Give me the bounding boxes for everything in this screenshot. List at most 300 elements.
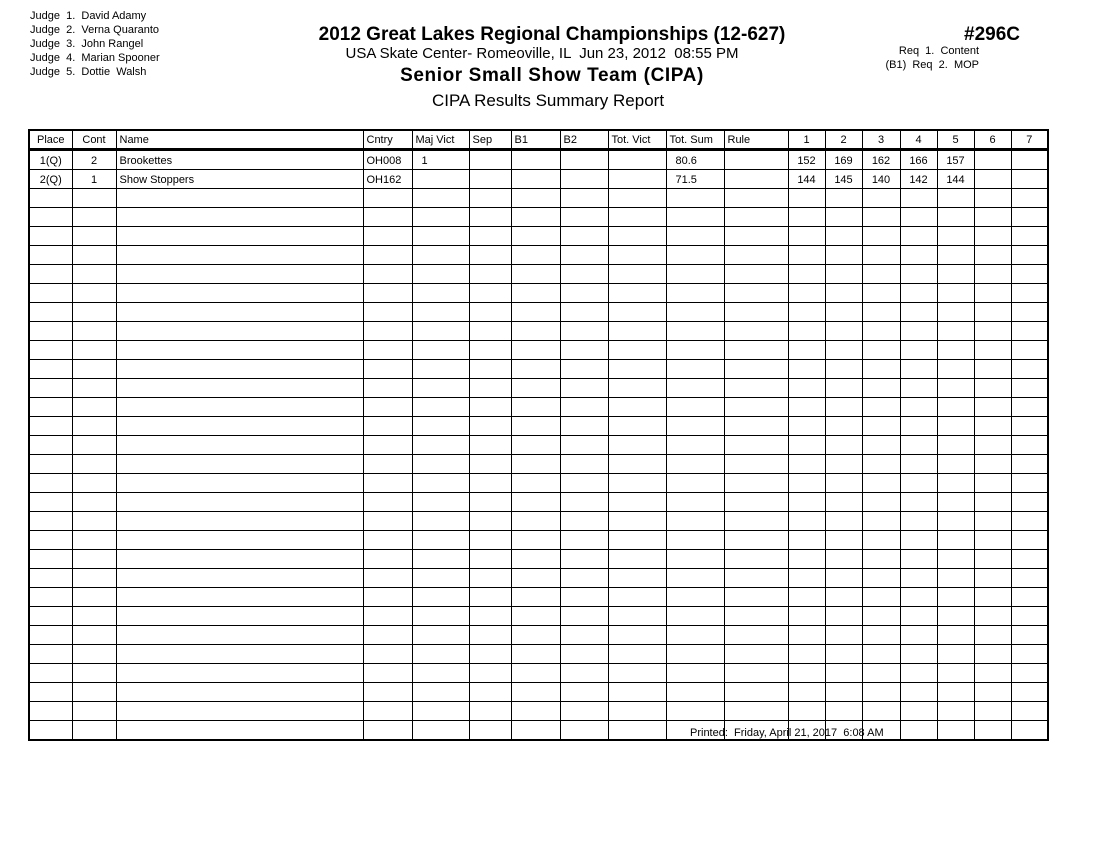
empty-cell: [825, 455, 862, 474]
empty-cell: [469, 493, 511, 512]
empty-cell: [560, 702, 608, 721]
empty-cell: [724, 683, 788, 702]
empty-cell: [560, 379, 608, 398]
empty-table-row: [29, 474, 1048, 493]
empty-cell: [363, 512, 412, 531]
empty-cell: [72, 550, 116, 569]
empty-cell: [72, 626, 116, 645]
empty-cell: [788, 436, 825, 455]
empty-cell: [363, 341, 412, 360]
empty-cell: [724, 626, 788, 645]
empty-cell: [937, 322, 974, 341]
empty-cell: [511, 664, 560, 683]
judge-1: Judge 1. David Adamy: [30, 10, 147, 22]
empty-cell: [29, 436, 72, 455]
empty-cell: [937, 398, 974, 417]
empty-cell: [666, 550, 724, 569]
empty-cell: [724, 436, 788, 455]
empty-cell: [724, 246, 788, 265]
empty-cell: [900, 417, 937, 436]
empty-cell: [363, 322, 412, 341]
empty-cell: [974, 645, 1011, 664]
empty-cell: [900, 398, 937, 417]
empty-cell: [469, 341, 511, 360]
column-header-place: Place: [29, 130, 72, 150]
empty-cell: [937, 512, 974, 531]
cell-maj-vict: 1: [412, 150, 469, 170]
empty-cell: [788, 398, 825, 417]
empty-cell: [825, 436, 862, 455]
empty-cell: [560, 455, 608, 474]
empty-cell: [788, 550, 825, 569]
empty-cell: [900, 588, 937, 607]
empty-cell: [666, 417, 724, 436]
empty-cell: [788, 455, 825, 474]
empty-cell: [862, 683, 900, 702]
empty-cell: [788, 531, 825, 550]
column-header-cntry: Cntry: [363, 130, 412, 150]
empty-cell: [825, 664, 862, 683]
empty-cell: [608, 284, 666, 303]
empty-cell: [29, 664, 72, 683]
empty-cell: [511, 512, 560, 531]
empty-cell: [363, 569, 412, 588]
empty-cell: [900, 474, 937, 493]
empty-cell: [900, 322, 937, 341]
cell-name: Brookettes: [116, 150, 363, 170]
empty-cell: [825, 265, 862, 284]
empty-cell: [900, 683, 937, 702]
empty-cell: [937, 607, 974, 626]
empty-cell: [900, 436, 937, 455]
empty-cell: [724, 664, 788, 683]
empty-cell: [29, 227, 72, 246]
empty-cell: [825, 322, 862, 341]
empty-cell: [825, 398, 862, 417]
empty-cell: [412, 417, 469, 436]
empty-cell: [469, 379, 511, 398]
empty-cell: [469, 455, 511, 474]
empty-cell: [788, 417, 825, 436]
empty-cell: [363, 417, 412, 436]
empty-cell: [862, 303, 900, 322]
empty-cell: [116, 645, 363, 664]
column-header-sep: Sep: [469, 130, 511, 150]
empty-cell: [666, 702, 724, 721]
empty-cell: [72, 683, 116, 702]
empty-cell: [1011, 626, 1048, 645]
empty-cell: [1011, 531, 1048, 550]
empty-cell: [608, 360, 666, 379]
empty-cell: [72, 379, 116, 398]
empty-cell: [937, 436, 974, 455]
empty-cell: [1011, 645, 1048, 664]
empty-cell: [974, 569, 1011, 588]
empty-cell: [862, 645, 900, 664]
empty-cell: [412, 721, 469, 741]
empty-cell: [608, 322, 666, 341]
empty-cell: [363, 474, 412, 493]
empty-cell: [412, 360, 469, 379]
empty-cell: [666, 531, 724, 550]
empty-cell: [788, 664, 825, 683]
empty-cell: [412, 531, 469, 550]
empty-cell: [608, 607, 666, 626]
table-row: [29, 150, 1048, 170]
empty-cell: [900, 189, 937, 208]
empty-cell: [560, 341, 608, 360]
empty-cell: [560, 531, 608, 550]
empty-cell: [511, 493, 560, 512]
cell-6: [974, 150, 1011, 170]
empty-cell: [608, 208, 666, 227]
empty-cell: [1011, 322, 1048, 341]
empty-cell: [788, 474, 825, 493]
empty-cell: [29, 683, 72, 702]
empty-cell: [72, 531, 116, 550]
empty-cell: [825, 303, 862, 322]
empty-cell: [412, 265, 469, 284]
empty-cell: [900, 246, 937, 265]
empty-cell: [862, 436, 900, 455]
empty-cell: [608, 702, 666, 721]
empty-table-row: [29, 607, 1048, 626]
empty-cell: [363, 303, 412, 322]
column-header-1: 1: [788, 130, 825, 150]
empty-cell: [560, 588, 608, 607]
empty-cell: [72, 246, 116, 265]
empty-cell: [1011, 417, 1048, 436]
empty-cell: [29, 493, 72, 512]
cell-rule: [724, 150, 788, 170]
empty-cell: [788, 512, 825, 531]
empty-table-row: [29, 626, 1048, 645]
cell-place: 1(Q): [29, 150, 72, 170]
empty-cell: [72, 474, 116, 493]
empty-cell: [72, 702, 116, 721]
empty-table-row: [29, 702, 1048, 721]
empty-cell: [412, 246, 469, 265]
empty-cell: [116, 664, 363, 683]
table-row: [29, 170, 1048, 189]
cell-sep: [469, 150, 511, 170]
empty-cell: [666, 607, 724, 626]
empty-cell: [29, 246, 72, 265]
empty-cell: [412, 455, 469, 474]
empty-cell: [724, 531, 788, 550]
empty-cell: [72, 721, 116, 741]
empty-cell: [974, 322, 1011, 341]
column-header-2: 2: [825, 130, 862, 150]
empty-cell: [937, 189, 974, 208]
empty-cell: [469, 303, 511, 322]
empty-cell: [72, 189, 116, 208]
empty-cell: [511, 474, 560, 493]
empty-cell: [363, 493, 412, 512]
empty-cell: [724, 341, 788, 360]
empty-cell: [469, 645, 511, 664]
empty-cell: [974, 303, 1011, 322]
cell-rule: [724, 170, 788, 189]
empty-cell: [608, 550, 666, 569]
empty-cell: [412, 341, 469, 360]
empty-cell: [937, 341, 974, 360]
empty-cell: [560, 550, 608, 569]
empty-cell: [937, 455, 974, 474]
column-header-tot-vict: Tot. Vict: [608, 130, 666, 150]
empty-cell: [469, 664, 511, 683]
empty-cell: [29, 512, 72, 531]
empty-cell: [974, 341, 1011, 360]
empty-cell: [511, 265, 560, 284]
empty-cell: [29, 360, 72, 379]
empty-cell: [511, 398, 560, 417]
empty-cell: [862, 341, 900, 360]
empty-cell: [412, 398, 469, 417]
event-title: 2012 Great Lakes Regional Championships (12-627): [318, 24, 786, 45]
empty-cell: [862, 322, 900, 341]
empty-cell: [511, 588, 560, 607]
empty-cell: [412, 664, 469, 683]
empty-cell: [862, 512, 900, 531]
empty-cell: [974, 398, 1011, 417]
empty-cell: [724, 417, 788, 436]
empty-cell: [724, 189, 788, 208]
empty-cell: [900, 455, 937, 474]
empty-cell: [412, 322, 469, 341]
empty-cell: [1011, 493, 1048, 512]
empty-cell: [72, 303, 116, 322]
empty-cell: [412, 607, 469, 626]
empty-cell: [116, 588, 363, 607]
empty-cell: [72, 455, 116, 474]
empty-cell: [862, 246, 900, 265]
empty-cell: [666, 455, 724, 474]
empty-cell: [560, 626, 608, 645]
empty-cell: [469, 360, 511, 379]
empty-table-row: [29, 664, 1048, 683]
empty-cell: [900, 531, 937, 550]
empty-cell: [825, 360, 862, 379]
empty-cell: [29, 398, 72, 417]
empty-cell: [412, 588, 469, 607]
empty-cell: [974, 588, 1011, 607]
empty-cell: [363, 265, 412, 284]
empty-cell: [862, 265, 900, 284]
empty-cell: [937, 417, 974, 436]
empty-cell: [511, 360, 560, 379]
empty-cell: [608, 265, 666, 284]
empty-cell: [29, 474, 72, 493]
empty-cell: [116, 208, 363, 227]
empty-cell: [560, 322, 608, 341]
empty-cell: [666, 208, 724, 227]
empty-cell: [72, 417, 116, 436]
empty-cell: [974, 721, 1011, 741]
empty-cell: [666, 379, 724, 398]
empty-cell: [825, 607, 862, 626]
empty-cell: [412, 303, 469, 322]
empty-cell: [862, 227, 900, 246]
judge-5: Judge 5. Dottie Walsh: [30, 66, 147, 78]
empty-cell: [788, 322, 825, 341]
empty-table-row: [29, 531, 1048, 550]
empty-cell: [974, 208, 1011, 227]
empty-cell: [116, 531, 363, 550]
column-header-cont: Cont: [72, 130, 116, 150]
empty-cell: [937, 721, 974, 741]
empty-cell: [72, 341, 116, 360]
empty-cell: [1011, 455, 1048, 474]
empty-cell: [937, 360, 974, 379]
empty-cell: [511, 607, 560, 626]
empty-cell: [974, 284, 1011, 303]
empty-cell: [363, 246, 412, 265]
empty-cell: [608, 645, 666, 664]
empty-cell: [511, 379, 560, 398]
empty-cell: [608, 417, 666, 436]
empty-cell: [788, 360, 825, 379]
empty-cell: [560, 436, 608, 455]
empty-cell: [666, 246, 724, 265]
empty-table-row: [29, 379, 1048, 398]
empty-cell: [608, 626, 666, 645]
empty-cell: [666, 341, 724, 360]
empty-cell: [825, 512, 862, 531]
empty-cell: [724, 379, 788, 398]
empty-cell: [363, 208, 412, 227]
empty-cell: [1011, 246, 1048, 265]
empty-cell: [72, 588, 116, 607]
empty-cell: [666, 360, 724, 379]
empty-cell: [412, 702, 469, 721]
empty-cell: [900, 569, 937, 588]
empty-cell: [825, 531, 862, 550]
empty-cell: [788, 341, 825, 360]
empty-cell: [724, 588, 788, 607]
empty-cell: [900, 284, 937, 303]
cell-6: [974, 170, 1011, 189]
empty-cell: [974, 189, 1011, 208]
empty-cell: [29, 417, 72, 436]
empty-cell: [788, 208, 825, 227]
empty-cell: [724, 227, 788, 246]
empty-cell: [825, 683, 862, 702]
cell-b2: [560, 150, 608, 170]
empty-cell: [29, 607, 72, 626]
empty-cell: [560, 721, 608, 741]
empty-cell: [862, 550, 900, 569]
empty-cell: [72, 512, 116, 531]
empty-cell: [666, 645, 724, 664]
empty-cell: [469, 569, 511, 588]
empty-cell: [560, 398, 608, 417]
empty-cell: [666, 227, 724, 246]
empty-cell: [1011, 436, 1048, 455]
empty-cell: [469, 683, 511, 702]
empty-cell: [72, 569, 116, 588]
empty-cell: [29, 531, 72, 550]
empty-cell: [937, 550, 974, 569]
empty-cell: [412, 474, 469, 493]
empty-cell: [862, 284, 900, 303]
empty-cell: [900, 721, 937, 741]
empty-cell: [900, 227, 937, 246]
empty-cell: [511, 208, 560, 227]
empty-cell: [116, 455, 363, 474]
empty-cell: [862, 607, 900, 626]
empty-cell: [560, 493, 608, 512]
empty-cell: [666, 265, 724, 284]
empty-cell: [974, 227, 1011, 246]
empty-cell: [29, 322, 72, 341]
empty-cell: [788, 303, 825, 322]
empty-cell: [608, 227, 666, 246]
empty-cell: [412, 227, 469, 246]
cell-b1: [511, 150, 560, 170]
empty-cell: [974, 607, 1011, 626]
empty-cell: [724, 569, 788, 588]
empty-cell: [900, 702, 937, 721]
empty-cell: [469, 227, 511, 246]
column-header-b2: B2: [560, 130, 608, 150]
results-table: [28, 129, 1049, 741]
empty-cell: [608, 721, 666, 741]
empty-cell: [29, 284, 72, 303]
empty-cell: [560, 683, 608, 702]
empty-cell: [937, 246, 974, 265]
empty-cell: [412, 512, 469, 531]
empty-cell: [412, 284, 469, 303]
empty-cell: [788, 493, 825, 512]
empty-cell: [900, 550, 937, 569]
empty-cell: [116, 341, 363, 360]
empty-cell: [1011, 303, 1048, 322]
empty-cell: [900, 303, 937, 322]
empty-cell: [974, 417, 1011, 436]
empty-cell: [29, 265, 72, 284]
empty-cell: [363, 436, 412, 455]
empty-table-row: [29, 569, 1048, 588]
empty-cell: [862, 493, 900, 512]
empty-cell: [788, 588, 825, 607]
column-header-tot-sum: Tot. Sum: [666, 130, 724, 150]
empty-cell: [666, 398, 724, 417]
empty-table-row: [29, 493, 1048, 512]
empty-cell: [724, 303, 788, 322]
empty-cell: [29, 341, 72, 360]
empty-cell: [511, 569, 560, 588]
empty-cell: [1011, 208, 1048, 227]
empty-cell: [608, 436, 666, 455]
empty-cell: [974, 265, 1011, 284]
empty-cell: [937, 588, 974, 607]
cell-b2: [560, 170, 608, 189]
cell-2: 169: [825, 150, 862, 170]
empty-cell: [29, 645, 72, 664]
empty-cell: [29, 455, 72, 474]
column-header-5: 5: [937, 130, 974, 150]
empty-cell: [608, 512, 666, 531]
empty-cell: [862, 474, 900, 493]
empty-cell: [469, 531, 511, 550]
cell-cntry: OH008: [363, 150, 412, 170]
empty-cell: [666, 284, 724, 303]
empty-table-row: [29, 512, 1048, 531]
empty-cell: [469, 626, 511, 645]
column-header-4: 4: [900, 130, 937, 150]
empty-cell: [412, 626, 469, 645]
